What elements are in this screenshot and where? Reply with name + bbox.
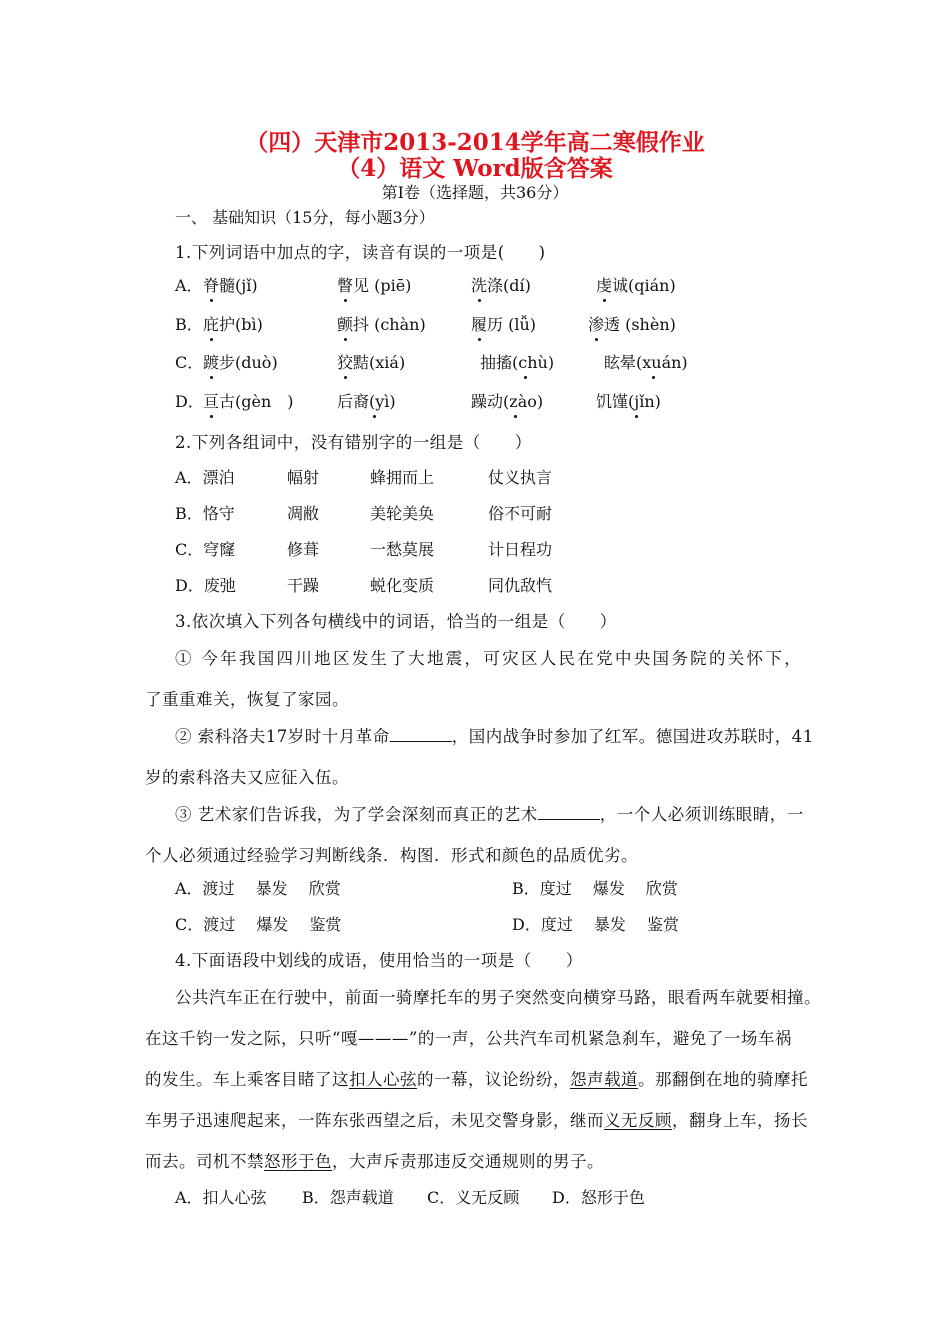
q1-word: 虔诚(qián): [596, 273, 676, 296]
q4-option-c: C．义无反顾: [427, 1188, 520, 1207]
q1-option-label: B．: [175, 315, 203, 334]
q3-option-a: A．渡过 暴发 欣赏: [175, 879, 341, 898]
q1-option-label: C．: [175, 353, 204, 372]
q2-option: C．穹窿: [175, 540, 236, 559]
underlined-idiom: 怨声载道: [570, 1070, 638, 1089]
q2-option: D．废弛: [175, 576, 236, 595]
q4-option-d: D．怒形于色: [552, 1188, 645, 1207]
q3-option-d: D．度过 暴发 鉴赏: [512, 915, 680, 934]
q1-word: 饥馑(jǐn): [596, 389, 661, 412]
question-1-stem: 1.下列词语中加点的字，读音有误的一项是( ): [175, 243, 546, 262]
q4-passage-line1: 公共汽车正在行驶中，前面一骑摩托车的男子突然变向横穿马路，眼看两车就要相撞。: [175, 988, 821, 1007]
document-title-line1: （四）天津市2013-2014学年高二寒假作业: [245, 129, 705, 156]
q1-word: 眩晕(xuán): [604, 350, 688, 373]
q3-sentence-1-line1: ① 今年我国四川地区发生了大地震，可灾区人民在党中央国务院的关怀下，: [175, 649, 803, 668]
q1-word: 狡黠(xiá): [337, 350, 405, 373]
volume-subtitle: 第I卷（选择题，共36分）: [381, 183, 569, 202]
q3-sentence-2-line1: ② 索科洛夫17岁时十月革命 ，国内战争时参加了红军。德国进攻苏联时，41: [175, 727, 814, 746]
q2-word: 一愁莫展: [370, 540, 435, 559]
question-3-stem: 3.依次填入下列各句横线中的词语，恰当的一组是（ ）: [175, 612, 617, 631]
q1-option-label: A．: [175, 276, 203, 295]
q3-option-c: C．渡过 爆发 鉴赏: [175, 915, 342, 934]
q3-sentence-1-line2: 了重重难关，恢复了家园。: [145, 690, 349, 709]
q2-word: 同仇敌忾: [488, 576, 553, 595]
q2-word: 俗不可耐: [488, 504, 553, 523]
document-title-line2: （4）语文 Word版含答案: [337, 155, 613, 182]
underlined-idiom: 义无反顾: [604, 1111, 672, 1130]
question-2-stem: 2.下列各组词中，没有错别字的一组是（ ）: [175, 433, 532, 452]
q2-word: 凋敝: [287, 504, 320, 523]
q3-option-b: B．度过 爆发 欣赏: [512, 879, 678, 898]
q1-word: 亘古(gèn ): [203, 389, 294, 412]
q4-passage-line4: 车男子迅速爬起来，一阵东张西望之后，未见交警身影，继而义无反顾，翻身上车，扬长: [145, 1111, 808, 1130]
q4-passage-line5: 而去。司机不禁怒形于色，大声斥责那违反交通规则的男子。: [145, 1152, 604, 1171]
q1-word: 躁动(zào): [471, 389, 543, 412]
fill-blank: [390, 727, 452, 742]
q2-word: 蜕化变质: [370, 576, 435, 595]
q3-sentence-2-line2: 岁的索科洛夫又应征入伍。: [145, 768, 349, 787]
q1-word: 后裔(yì): [337, 389, 396, 412]
question-4-stem: 4.下面语段中划线的成语，使用恰当的一项是（ ）: [175, 951, 583, 970]
fill-blank: [538, 805, 600, 820]
q1-option-label: D．: [175, 392, 204, 411]
q4-option-b: B．怨声载道: [302, 1188, 394, 1207]
q2-word: 美轮美奂: [370, 504, 435, 523]
q4-passage-line3: 的发生。车上乘客目睹了这扣人心弦的一幕，议论纷纷，怨声载道。那翻倒在地的骑摩托: [145, 1070, 808, 1089]
q1-word: 踱步(duò): [203, 350, 278, 373]
q4-passage-line2: 在这千钧一发之际，只听“嘎———”的一声，公共汽车司机紧急刹车，避免了一场车祸: [145, 1029, 792, 1048]
q1-word: 瞥见 (piē): [337, 273, 411, 296]
q1-word: 抽搐(chù): [480, 350, 554, 373]
q1-word: 庇护(bì): [203, 312, 263, 335]
underlined-idiom: 扣人心弦: [349, 1070, 417, 1089]
q2-word: 干躁: [287, 576, 320, 595]
q2-option: A．漂泊: [175, 468, 235, 487]
q2-word: 修葺: [287, 540, 320, 559]
q4-option-a: A．扣人心弦: [175, 1188, 267, 1207]
q2-option: B．恪守: [175, 504, 235, 523]
underlined-idiom: 怒形于色: [264, 1152, 332, 1171]
q2-word: 幅射: [287, 468, 320, 487]
q1-word: 颤抖 (chàn): [337, 312, 426, 335]
q1-word: 履历 (lǚ): [471, 312, 536, 335]
q1-word: 渗透 (shèn): [588, 312, 676, 335]
q2-word: 仗义执言: [488, 468, 553, 487]
q3-sentence-3-line1: ③ 艺术家们告诉我，为了学会深刻而真正的艺术 ，一个人必须训练眼睛，一: [175, 805, 804, 824]
q3-sentence-3-line2: 个人必须通过经验学习判断线条．构图．形式和颜色的品质优劣。: [145, 846, 638, 865]
section-heading: 一、 基础知识（15分，每小题3分）: [175, 208, 435, 227]
q2-word: 计日程功: [488, 540, 553, 559]
q2-word: 蜂拥而上: [370, 468, 435, 487]
q1-word: 脊髓(jǐ): [203, 273, 258, 296]
q1-word: 洗涤(dí): [471, 273, 531, 296]
